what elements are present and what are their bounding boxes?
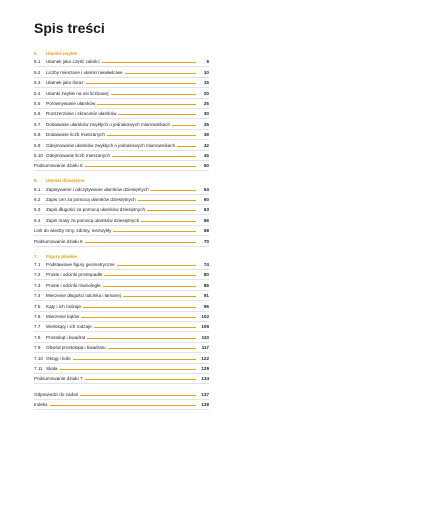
entry-title: Ułamki zwykłe na osi liczbowej [46,90,109,96]
entry-number: 6.3 [34,207,41,213]
entry-number: 7.5 [34,303,41,309]
entry-title: Zapis cen za pomocą ułamków dziesiętnych [46,197,136,203]
entry-page-number: 66 [203,217,209,223]
entry-title: Prostokąt i kwadrat [46,334,86,340]
toc-entry[interactable] [34,236,209,246]
entry-title: Wielokąty i ich rodzaje [46,324,92,330]
entry-title: Dodawanie ułamków zwykłych o jednakowych mianownikach [46,121,171,127]
entry-number: 5.10 [34,152,43,158]
entry-title: Podsumowanie działu 7 [34,376,83,382]
entry-page-number: 70 [203,238,209,244]
entry-page-number: 139 [201,402,209,408]
toc-entry[interactable] [34,322,209,332]
leader-line [50,405,196,406]
entry-title-wrap [34,239,197,244]
leader-line [85,379,196,380]
entry-title: Okrąg i koło [46,355,71,361]
entry-number: 5.1 [34,59,41,65]
entry-title-wrap [46,153,197,158]
entry-title: Porównywanie ułamków [46,100,96,106]
entry-title: Mierzenie kątów [46,313,80,319]
entry-page-number: 20 [203,90,209,96]
entry-title-wrap [34,228,197,233]
entry-page-number: 106 [201,324,209,330]
entry-title-wrap [46,314,197,319]
leader-line [94,327,196,328]
entry-title: Odejmowanie ułamków zwykłych o jednakowych mianownikach [46,142,176,148]
chapter-title: Ułamki dziesiętne [46,178,85,184]
entry-title-wrap [46,80,197,85]
leader-line [138,200,196,201]
leader-line [113,231,196,232]
entry-title: Podsumowanie działu 5 [34,163,83,169]
chapter-number: 6. [34,178,38,184]
page-title: Spis treści [34,20,105,36]
entry-number: 5.2 [34,69,41,75]
entry-number: 7.11 [34,365,43,371]
entry-page-number: 68 [203,228,209,234]
toc-entry[interactable] [34,195,209,205]
entry-title: Zapisywanie i odczytywanie ułamków dziesiętnych [46,186,149,192]
leader-line [151,190,196,191]
entry-title-wrap [46,207,197,212]
entry-title: Rozszerzanie i skracanie ułamków [46,111,117,117]
toc-entry[interactable] [34,270,209,280]
toc-entry[interactable] [34,301,209,311]
entry-title-wrap [46,70,197,75]
leader-line [108,348,197,349]
entry-title: Mierzenie długości odcinka i łamanej [46,293,121,299]
entry-number: 7.10 [34,355,43,361]
entry-number: 7.3 [34,282,41,288]
toc-entry[interactable] [34,119,209,129]
leader-line [123,296,196,297]
entry-page-number: 39 [203,132,209,138]
entry-title-wrap [34,392,197,397]
toc-entry[interactable] [34,343,209,353]
entry-title: Indeks [34,402,48,408]
toc-entry[interactable] [34,215,209,225]
entry-number: 7.7 [34,324,41,330]
toc-entry[interactable] [34,184,209,194]
entry-number: 7.8 [34,334,41,340]
entry-title: Ułamek jako część całości [46,59,100,65]
entry-page-number: 25 [203,100,209,106]
toc-entry[interactable] [34,389,209,399]
entry-number: 5.9 [34,142,41,148]
leader-line [147,210,196,211]
entry-page-number: 45 [203,152,209,158]
toc-entry[interactable] [34,109,209,119]
entry-number: 5.5 [34,100,41,106]
entry-title-wrap [46,356,197,361]
entry-page-number: 54 [203,186,209,192]
toc-entry[interactable] [34,364,209,374]
toc-entry[interactable] [34,260,209,270]
toc-entry[interactable] [34,205,209,215]
entry-page-number: 60 [203,197,209,203]
entry-title: Ułamek jako iloraz [46,80,84,86]
toc-entry[interactable] [34,78,209,88]
entry-title-wrap [46,111,197,116]
entry-number: 5.8 [34,132,41,138]
leader-line [112,156,196,157]
toc-entry[interactable] [34,161,209,171]
entry-page-number: 15 [203,80,209,86]
entry-number: 5.3 [34,80,41,86]
entry-page-number: 30 [203,111,209,117]
toc-entry[interactable] [34,353,209,363]
entry-title: Proste i odcinki prostopadłe [46,272,103,278]
leader-line [85,242,196,243]
chapter-heading[interactable] [34,177,209,184]
leader-line [85,166,196,167]
entry-page-number: 86 [203,282,209,288]
entry-title-wrap [46,335,197,340]
entry-title-wrap [46,272,197,277]
entry-title-wrap [46,122,197,127]
entry-number: 7.4 [34,293,41,299]
leader-line [80,395,196,396]
leader-line [87,338,196,339]
toc-entry[interactable] [34,151,209,161]
entry-title: Podsumowanie działu 6 [34,238,83,244]
leader-line [102,62,196,63]
toc-entry[interactable] [34,57,209,67]
leader-line [172,125,196,126]
entry-title: Kąty i ich rodzaje [46,303,81,309]
entry-page-number: 117 [201,345,209,351]
entry-title-wrap [46,101,197,106]
toc-entry[interactable] [34,280,209,290]
entry-title: Zapis masy za pomocą ułamków dziesiętnych [46,217,140,223]
entry-title-wrap [46,132,197,137]
entry-title-wrap [46,91,197,96]
entry-title: Dodawanie liczb mieszanych [46,132,105,138]
toc-entry[interactable] [34,374,209,384]
leader-line [177,146,196,147]
entry-title-wrap [46,366,197,371]
entry-number: 7.9 [34,345,41,351]
toc-entry[interactable] [34,88,209,98]
entry-title: Liczby mieszane i ułamki niewłaściwe [46,69,123,75]
leader-line [60,369,197,370]
toc-entry[interactable] [34,140,209,150]
leader-line [83,307,196,308]
entry-page-number: 63 [203,207,209,213]
entry-page-number: 80 [203,272,209,278]
entry-title-wrap [46,304,197,309]
leader-line [117,265,196,266]
entry-page-number: 102 [201,313,209,319]
entry-page-number: 134 [201,376,209,382]
entry-number: 5.6 [34,111,41,117]
entry-number: 6.1 [34,186,41,192]
entry-title: Odejmowanie liczb mieszanych [46,152,111,158]
entry-title: Odpowiedzi do zadań [34,391,79,397]
entry-title-wrap [46,283,197,288]
toc-entry[interactable] [34,226,209,236]
entry-title: Podstawowe figury geometryczne [46,262,115,268]
entry-number: 5.7 [34,121,41,127]
toc-entry[interactable] [34,130,209,140]
entry-page-number: 110 [201,334,209,340]
entry-title-wrap [46,262,197,267]
entry-title: Zapis długości za pomocą ułamków dziesiętnych [46,207,146,213]
chapter-number: 7. [34,253,38,259]
entry-number: 7.2 [34,272,41,278]
entry-title: Obwód prostokąta i kwadratu [46,345,106,351]
leader-line [86,83,196,84]
leader-line [81,317,196,318]
table-of-contents [34,50,209,410]
entry-number: 5.4 [34,90,41,96]
chapter-heading[interactable] [34,50,209,57]
entry-title-wrap [46,143,197,148]
entry-title-wrap [46,293,197,298]
entry-title-wrap [46,59,197,64]
entry-page-number: 35 [203,121,209,127]
entry-title-wrap [46,197,197,202]
entry-page-number: 96 [203,303,209,309]
leader-line [97,104,196,105]
entry-title: Skala [46,365,58,371]
toc-entry[interactable] [34,99,209,109]
leader-line [103,286,196,287]
entry-number: 7.1 [34,262,41,268]
entry-page-number: 42 [203,142,209,148]
toc-entry[interactable] [34,400,209,410]
entry-page-number: 129 [201,365,209,371]
toc-entry[interactable] [34,67,209,77]
chapter-heading[interactable] [34,253,209,260]
toc-entry[interactable] [34,312,209,322]
chapter-number: 5. [34,51,38,56]
entry-page-number: 91 [203,293,209,299]
leader-line [104,275,196,276]
entry-title-wrap [34,402,197,407]
entry-title: Link do wiedzy Inny, zdolny, niezwykły [34,228,112,234]
entry-title-wrap [46,187,197,192]
leader-line [111,94,196,95]
entry-title-wrap [34,163,197,168]
leader-line [107,135,196,136]
entry-page-number: 122 [201,355,209,361]
entry-number: 6.2 [34,197,41,203]
entry-number: 6.4 [34,217,41,223]
entry-page-number: 6 [206,59,209,65]
entry-title-wrap [34,376,197,381]
entry-number: 7.6 [34,313,41,319]
entry-page-number: 74 [203,262,209,268]
toc-entry[interactable] [34,291,209,301]
chapter-title: Figury płaskie [46,253,77,259]
entry-title-wrap [46,345,197,350]
leader-line [125,73,196,74]
entry-title: Proste i odcinki równoległe [46,282,101,288]
leader-line [73,359,196,360]
leader-line [118,114,196,115]
toc-entry[interactable] [34,332,209,342]
entry-title-wrap [46,324,197,329]
entry-page-number: 10 [203,69,209,75]
chapter-title: Ułamki zwykłe [46,51,78,56]
leader-line [141,221,196,222]
entry-page-number: 50 [203,163,209,169]
entry-page-number: 137 [201,391,209,397]
entry-title-wrap [46,218,197,223]
